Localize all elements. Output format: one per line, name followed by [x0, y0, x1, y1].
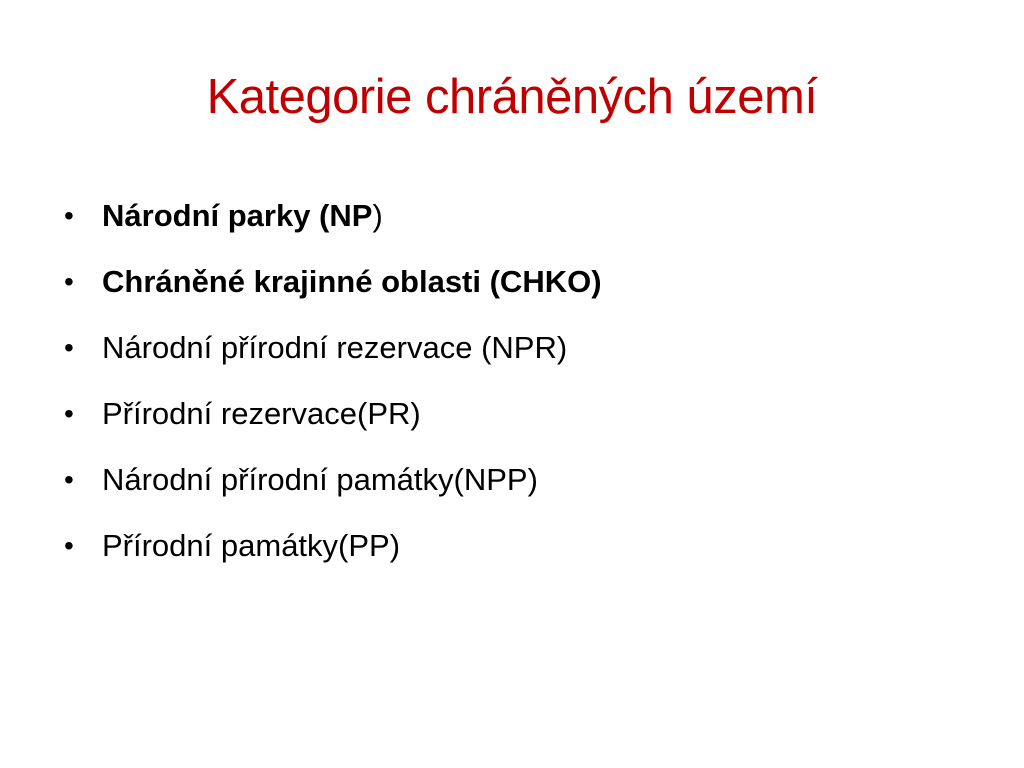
bullet-icon: •: [64, 332, 74, 363]
list-item: [64, 517, 964, 583]
bullet-icon: •: [64, 266, 74, 297]
bullet-icon: •: [64, 200, 74, 231]
list-item: [64, 385, 964, 451]
item-bold-text: Chráněné krajinné oblasti (CHKO): [102, 264, 602, 299]
item-text: Přírodní rezervace(PR): [102, 396, 421, 431]
item-text: Národní přírodní rezervace (NPR): [102, 330, 568, 365]
bullet-icon: •: [64, 398, 74, 429]
list-item: [64, 253, 964, 319]
bullet-list: [64, 187, 964, 583]
list-item: [64, 319, 964, 385]
bullet-icon: •: [64, 464, 74, 495]
item-text: Přírodní památky(PP): [102, 528, 401, 563]
item-text: ): [372, 198, 383, 233]
slide-title: Kategorie chráněných území: [206, 70, 818, 124]
item-bold-text: Národní parky (NP: [102, 198, 373, 233]
list-item: [64, 451, 964, 517]
item-text: Národní přírodní památky(NPP): [102, 462, 538, 497]
bullet-icon: •: [64, 530, 74, 561]
list-item: [64, 187, 964, 253]
